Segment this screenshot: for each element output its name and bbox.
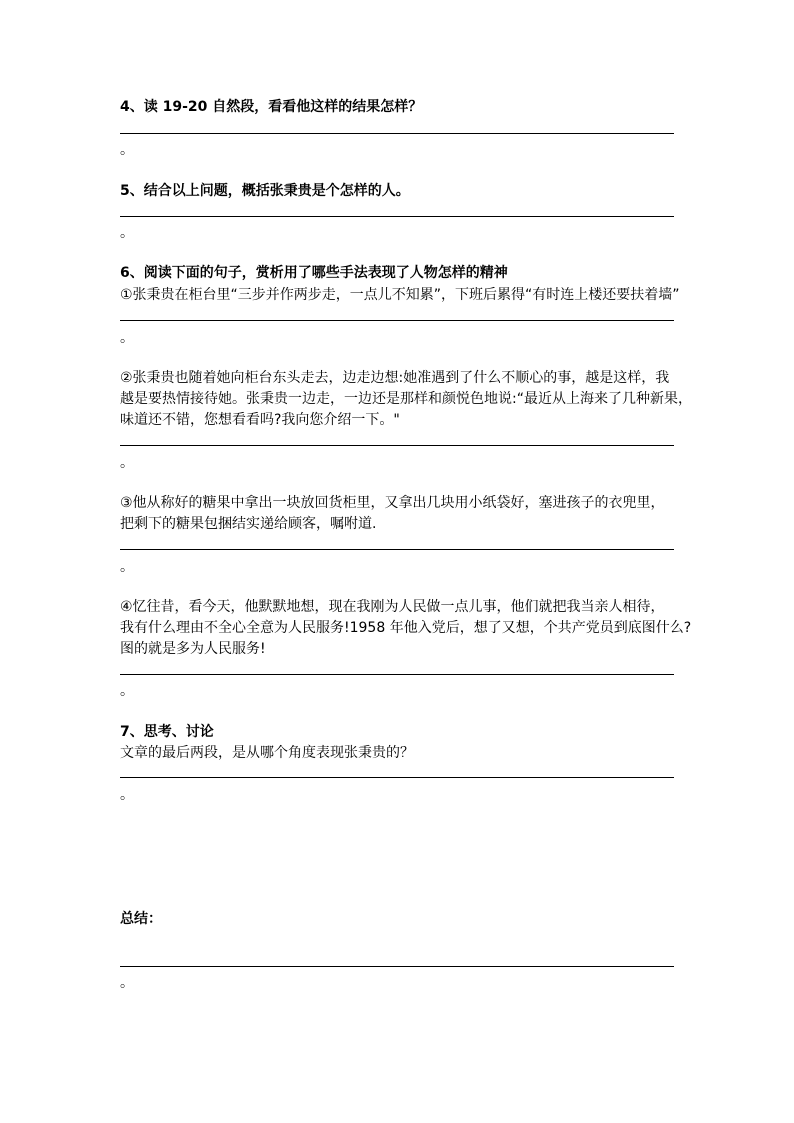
answer-line-6-4[interactable] — [120, 674, 674, 675]
answer-line-6-2[interactable] — [120, 445, 674, 446]
answer-line-6-3[interactable] — [120, 549, 674, 550]
summary-label: 总结： — [120, 911, 162, 927]
sentence-3-line-1: ③他从称好的糖果中拿出一块放回货柜里，又拿出几块用小纸袋好，塞进孩子的衣兜里， — [120, 495, 665, 511]
sentence-2-line-1: ②张秉贵也随着她向柜台东头走去，边走边想:她准遇到了什么不顺心的事，越是这样，我 — [120, 370, 670, 386]
answer-end-6-3: 。 — [120, 559, 134, 575]
question-6: 6、阅读下面的句子，赏析用了哪些手法表现了人物怎样的精神 — [120, 265, 508, 281]
answer-end-6-4: 。 — [120, 683, 134, 699]
sentence-3-line-2: 把剩下的糖果包捆结实递给顾客，嘱咐道. — [120, 516, 377, 532]
answer-line-4[interactable] — [120, 133, 674, 134]
answer-line-summary[interactable] — [120, 966, 674, 967]
sentence-1-line-1: ①张秉贵在柜台里“三步并作两步走，一点儿不知累”，下班后累得“有时连上楼还要扶着墙” — [120, 287, 680, 303]
sentence-4-line-1: ④忆往昔，看今天，他默默地想，现在我刚为人民做一点儿事，他们就把我当亲人相待， — [120, 599, 665, 615]
answer-line-7[interactable] — [120, 777, 674, 778]
sentence-2-line-3: 味道还不错，您想看看吗?我向您介绍一下。" — [120, 412, 400, 428]
sentence-4-line-2: 我有什么理由不全心全意为人民服务!1958 年他入党后，想了又想，个共产党员到底图什么? — [120, 620, 692, 636]
question-7-title: 7、思考、讨论 — [120, 724, 214, 740]
answer-line-5[interactable] — [120, 216, 674, 217]
answer-end-7: 。 — [120, 787, 134, 803]
answer-end-5: 。 — [120, 225, 134, 241]
sentence-2-line-2: 越是要热情接待她。张秉贵一边走，一边还是那样和颜悦色地说:“最近从上海来了几种新果， — [120, 391, 692, 407]
answer-end-6-2: 。 — [120, 455, 134, 471]
answer-end-4: 。 — [120, 142, 134, 158]
question-5: 5、结合以上问题，概括张秉贵是个怎样的人。 — [120, 183, 410, 199]
answer-line-6-1[interactable] — [120, 320, 674, 321]
sentence-4-line-3: 图的就是多为人民服务! — [120, 641, 266, 657]
question-4: 4、读 19-20 自然段，看看他这样的结果怎样？ — [120, 99, 423, 115]
answer-end-6-1: 。 — [120, 330, 134, 346]
question-7: 文章的最后两段，是从哪个角度表现张秉贵的？ — [120, 745, 414, 761]
answer-end-summary: 。 — [120, 975, 134, 991]
